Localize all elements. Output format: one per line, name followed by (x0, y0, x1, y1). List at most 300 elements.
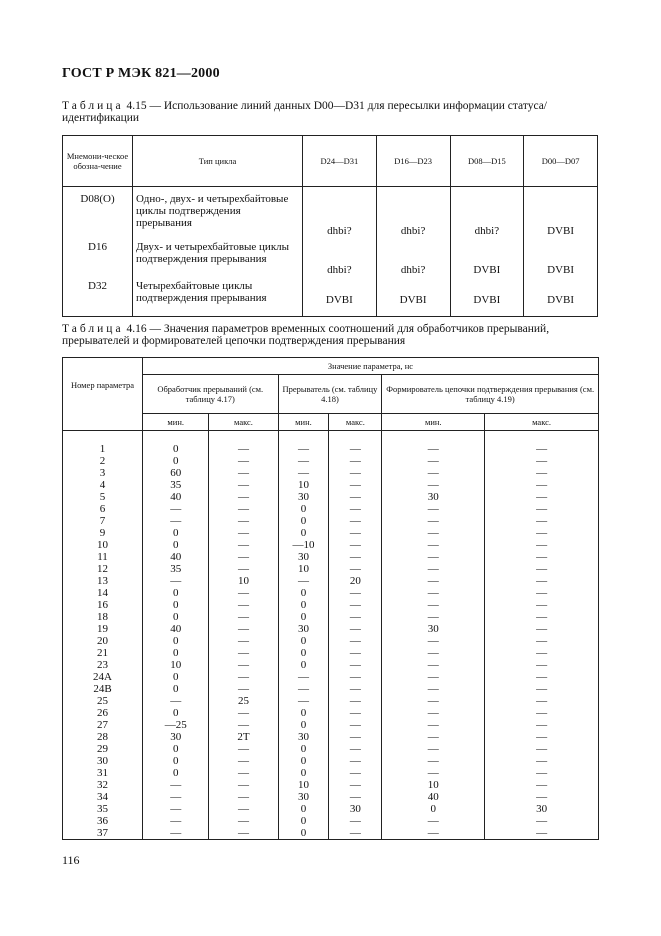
param-value-cell: 30 (329, 803, 382, 815)
param-number-cell: 20 (63, 635, 143, 647)
param-number-cell: 26 (63, 707, 143, 719)
param-value-cell: — (143, 803, 209, 815)
param-value-cell: — (382, 695, 485, 707)
param-value-cell: — (329, 539, 382, 551)
value-cell: DVBI (524, 187, 598, 238)
param-value-cell: — (143, 515, 209, 527)
param-value-cell: 0 (278, 503, 329, 515)
param-value-cell: — (382, 683, 485, 695)
param-value-cell: 0 (278, 767, 329, 779)
param-number-cell: 1 (63, 431, 143, 456)
table-row (63, 815, 599, 827)
value-cell: DVBI (303, 276, 377, 317)
param-value-cell: 0 (382, 803, 485, 815)
param-value-cell: — (485, 551, 599, 563)
table-row (63, 187, 598, 238)
param-value-cell: — (209, 767, 278, 779)
param-value-cell: 0 (278, 803, 329, 815)
param-number-cell: 34 (63, 791, 143, 803)
param-value-cell: — (485, 503, 599, 515)
param-value-cell: 25 (209, 695, 278, 707)
value-cell: dhbi? (376, 237, 450, 276)
col-value-header: Значение параметра, нс (143, 358, 599, 375)
param-value-cell: 2T (209, 731, 278, 743)
param-value-cell: — (329, 467, 382, 479)
param-value-cell: — (382, 611, 485, 623)
param-number-cell: 24B (63, 683, 143, 695)
param-number-cell: 16 (63, 599, 143, 611)
param-value-cell: — (382, 551, 485, 563)
param-value-cell: — (209, 803, 278, 815)
param-value-cell: 30 (382, 491, 485, 503)
param-value-cell: — (485, 647, 599, 659)
param-value-cell: 0 (278, 611, 329, 623)
param-value-cell: — (382, 815, 485, 827)
param-value-cell: — (278, 467, 329, 479)
table2-caption (62, 323, 602, 347)
table-row (63, 743, 599, 755)
param-number-cell: 36 (63, 815, 143, 827)
param-value-cell: 0 (143, 431, 209, 456)
param-value-cell: — (329, 623, 382, 635)
param-value-cell: — (329, 455, 382, 467)
param-value-cell: — (485, 515, 599, 527)
param-value-cell: — (485, 455, 599, 467)
param-value-cell: 0 (278, 599, 329, 611)
table-row (63, 803, 599, 815)
param-value-cell: — (382, 539, 485, 551)
param-value-cell: — (329, 827, 382, 840)
param-value-cell: 40 (382, 791, 485, 803)
param-value-cell: — (329, 791, 382, 803)
param-number-cell: 23 (63, 659, 143, 671)
param-number-cell: 25 (63, 695, 143, 707)
mnemonic-cell: D16 (63, 237, 133, 276)
param-number-cell: 18 (63, 611, 143, 623)
param-value-cell: — (329, 563, 382, 575)
table-row (63, 551, 599, 563)
param-value-cell: 0 (143, 527, 209, 539)
param-value-cell: — (382, 647, 485, 659)
param-value-cell: — (329, 599, 382, 611)
param-value-cell: 0 (143, 743, 209, 755)
table-row (63, 431, 599, 456)
param-value-cell: — (485, 635, 599, 647)
param-value-cell: — (278, 671, 329, 683)
table1-caption (62, 100, 598, 124)
param-value-cell: — (209, 659, 278, 671)
group-interrupt-handler: Обработчик прерываний (см. таблицу 4.17) (143, 375, 279, 414)
param-value-cell: — (382, 755, 485, 767)
param-value-cell: 0 (143, 635, 209, 647)
param-value-cell: — (485, 599, 599, 611)
value-cell: DVBI (450, 276, 524, 317)
param-number-cell: 29 (63, 743, 143, 755)
param-value-cell: 0 (278, 647, 329, 659)
param-value-cell: 10 (143, 659, 209, 671)
value-cell: dhbi? (303, 237, 377, 276)
param-value-cell: — (278, 455, 329, 467)
param-number-cell: 7 (63, 515, 143, 527)
param-number-cell: 21 (63, 647, 143, 659)
table-row (63, 827, 599, 840)
param-value-cell: 35 (143, 479, 209, 491)
param-value-cell: — (329, 551, 382, 563)
value-cell: DVBI (376, 276, 450, 317)
param-value-cell: — (485, 791, 599, 803)
param-value-cell: — (329, 683, 382, 695)
value-cell: DVBI (524, 276, 598, 317)
param-number-cell: 2 (63, 455, 143, 467)
col-max: макс. (485, 414, 599, 431)
param-value-cell: — (329, 515, 382, 527)
param-value-cell: — (209, 743, 278, 755)
col-min: мин. (278, 414, 329, 431)
param-value-cell: — (209, 791, 278, 803)
param-value-cell: 0 (143, 767, 209, 779)
param-value-cell: — (382, 767, 485, 779)
table-row (63, 683, 599, 695)
param-value-cell: 40 (143, 623, 209, 635)
param-value-cell: — (485, 671, 599, 683)
table-row (63, 467, 599, 479)
param-value-cell: 0 (278, 635, 329, 647)
table-row (63, 575, 599, 587)
cycle-cell: Четырехбайтовые циклы подтверждения прерывания (133, 276, 303, 317)
param-value-cell: 30 (278, 491, 329, 503)
param-value-cell: 0 (278, 587, 329, 599)
param-value-cell: — (143, 827, 209, 840)
param-value-cell: — (209, 503, 278, 515)
param-value-cell: — (382, 827, 485, 840)
table-row (63, 563, 599, 575)
param-value-cell: — (143, 779, 209, 791)
value-cell: DVBI (450, 237, 524, 276)
param-value-cell: 0 (278, 755, 329, 767)
param-value-cell: — (209, 527, 278, 539)
param-value-cell: 0 (143, 599, 209, 611)
param-value-cell: — (382, 479, 485, 491)
param-value-cell: 0 (143, 611, 209, 623)
group-chain-former: Формирователь цепочки подтверждения прерывания (см. таблицу 4.19) (382, 375, 599, 414)
param-value-cell: — (382, 743, 485, 755)
param-value-cell: — (329, 779, 382, 791)
table-row (63, 623, 599, 635)
param-value-cell: — (382, 503, 485, 515)
param-value-cell: — (485, 779, 599, 791)
group-interrupter: Прерыватель (см. таблицу 4.18) (278, 375, 382, 414)
cycle-cell: Двух- и четырехбайтовые циклы подтверждения прерывания (133, 237, 303, 276)
param-value-cell: — (209, 515, 278, 527)
param-number-cell: 24A (63, 671, 143, 683)
param-value-cell: 0 (278, 659, 329, 671)
param-value-cell: — (329, 491, 382, 503)
param-value-cell: 30 (143, 731, 209, 743)
param-value-cell: 0 (278, 527, 329, 539)
param-value-cell: 30 (485, 803, 599, 815)
param-value-cell: — (485, 539, 599, 551)
param-value-cell: — (485, 491, 599, 503)
param-value-cell: — (485, 431, 599, 456)
param-value-cell: — (485, 695, 599, 707)
param-value-cell: — (329, 743, 382, 755)
param-value-cell: 30 (278, 731, 329, 743)
table2-caption-text: 4.16 — Значения параметров временных соотношений для обработчиков прерываний, прерывателей и формирователей цепочки подтверждения прерывания (62, 323, 550, 347)
value-cell: DVBI (524, 237, 598, 276)
param-value-cell: — (209, 815, 278, 827)
param-number-cell: 27 (63, 719, 143, 731)
document-header: ГОСТ Р МЭК 821—2000 (62, 66, 220, 81)
param-value-cell: 35 (143, 563, 209, 575)
param-value-cell: — (143, 815, 209, 827)
param-value-cell: — (143, 695, 209, 707)
col-d24-d31: D24—D31 (303, 136, 377, 187)
param-value-cell: — (382, 431, 485, 456)
param-value-cell: — (329, 695, 382, 707)
param-value-cell: — (209, 647, 278, 659)
param-value-cell: — (382, 575, 485, 587)
table1-caption-text: 4.15 — Использование линий данных D00—D31 для пересылки информации статуса/идентификации (62, 100, 547, 124)
table-row (63, 276, 598, 317)
param-value-cell: 10 (382, 779, 485, 791)
param-value-cell: 0 (143, 539, 209, 551)
param-value-cell: — (485, 575, 599, 587)
param-value-cell: — (485, 683, 599, 695)
value-cell: dhbi? (303, 187, 377, 238)
param-value-cell: — (209, 635, 278, 647)
param-value-cell: — (209, 611, 278, 623)
table-row (63, 527, 599, 539)
param-value-cell: 0 (143, 671, 209, 683)
table-row (63, 503, 599, 515)
col-d08-d15: D08—D15 (450, 136, 524, 187)
param-value-cell: — (209, 539, 278, 551)
param-value-cell: — (209, 551, 278, 563)
param-value-cell: — (329, 527, 382, 539)
status-id-lines-table (62, 135, 598, 317)
cycle-cell: Одно-, двух- и четырехбайтовые циклы подтверждения прерывания (133, 187, 303, 238)
param-value-cell: 0 (278, 815, 329, 827)
table-row (63, 659, 599, 671)
param-value-cell: 30 (382, 623, 485, 635)
param-value-cell: — (329, 671, 382, 683)
page-number: 116 (62, 853, 80, 867)
param-value-cell: — (485, 767, 599, 779)
param-value-cell: — (329, 431, 382, 456)
param-number-cell: 12 (63, 563, 143, 575)
param-value-cell: 30 (278, 791, 329, 803)
param-value-cell: — (329, 731, 382, 743)
param-value-cell: — (485, 587, 599, 599)
col-max: макс. (329, 414, 382, 431)
param-number-cell: 4 (63, 479, 143, 491)
param-value-cell: — (329, 755, 382, 767)
table-row (63, 779, 599, 791)
timing-parameters-table (62, 357, 599, 840)
param-value-cell: — (209, 719, 278, 731)
param-number-cell: 9 (63, 527, 143, 539)
param-value-cell: — (382, 527, 485, 539)
param-number-cell: 11 (63, 551, 143, 563)
param-value-cell: — (209, 707, 278, 719)
param-number-cell: 19 (63, 623, 143, 635)
param-value-cell: — (329, 719, 382, 731)
col-min: мин. (143, 414, 209, 431)
param-value-cell: — (329, 815, 382, 827)
param-value-cell: 10 (278, 479, 329, 491)
table-row (63, 635, 599, 647)
table-row (63, 479, 599, 491)
param-value-cell: 0 (143, 587, 209, 599)
param-number-cell: 10 (63, 539, 143, 551)
param-value-cell: — (209, 479, 278, 491)
param-value-cell: — (209, 599, 278, 611)
table-row (63, 647, 599, 659)
param-value-cell: 0 (278, 515, 329, 527)
param-value-cell: — (485, 815, 599, 827)
table-row (63, 767, 599, 779)
param-value-cell: — (485, 527, 599, 539)
col-param-number: Номер параметра (63, 358, 143, 431)
param-value-cell: — (209, 623, 278, 635)
param-number-cell: 37 (63, 827, 143, 840)
param-value-cell: — (382, 455, 485, 467)
param-value-cell: — (382, 599, 485, 611)
param-value-cell: 60 (143, 467, 209, 479)
param-value-cell: 10 (278, 563, 329, 575)
table-row (63, 539, 599, 551)
param-value-cell: 10 (278, 779, 329, 791)
param-value-cell: —25 (143, 719, 209, 731)
param-number-cell: 30 (63, 755, 143, 767)
param-value-cell: — (382, 587, 485, 599)
value-cell: dhbi? (376, 187, 450, 238)
param-value-cell: — (143, 791, 209, 803)
param-value-cell: — (329, 635, 382, 647)
param-value-cell: 40 (143, 491, 209, 503)
param-value-cell: — (329, 647, 382, 659)
param-value-cell: 0 (143, 455, 209, 467)
param-value-cell: — (485, 659, 599, 671)
table2-caption-label: Таблица (62, 323, 124, 335)
param-value-cell: — (329, 503, 382, 515)
param-number-cell: 3 (63, 467, 143, 479)
param-value-cell: — (382, 515, 485, 527)
param-value-cell: — (382, 707, 485, 719)
param-value-cell: — (209, 779, 278, 791)
param-value-cell: — (382, 659, 485, 671)
param-value-cell: — (485, 611, 599, 623)
param-value-cell: — (278, 683, 329, 695)
table-row (63, 515, 599, 527)
param-value-cell: — (382, 731, 485, 743)
col-min: мин. (382, 414, 485, 431)
table1-caption-label: Таблица (62, 100, 124, 112)
param-value-cell: — (382, 719, 485, 731)
col-cycle-type: Тип цикла (133, 136, 303, 187)
param-value-cell: — (143, 575, 209, 587)
table-row (63, 707, 599, 719)
table-row (63, 695, 599, 707)
param-value-cell: 0 (143, 755, 209, 767)
param-value-cell: — (209, 755, 278, 767)
mnemonic-cell: D08(O) (63, 187, 133, 238)
param-number-cell: 14 (63, 587, 143, 599)
param-value-cell: 40 (143, 551, 209, 563)
param-number-cell: 5 (63, 491, 143, 503)
param-value-cell: — (278, 575, 329, 587)
table-row (63, 731, 599, 743)
param-value-cell: — (485, 623, 599, 635)
table-row (63, 791, 599, 803)
param-value-cell: — (329, 767, 382, 779)
param-value-cell: — (209, 587, 278, 599)
value-cell: dhbi? (450, 187, 524, 238)
param-value-cell: — (485, 755, 599, 767)
param-value-cell: 0 (278, 827, 329, 840)
param-value-cell: — (209, 455, 278, 467)
param-value-cell: — (209, 671, 278, 683)
param-number-cell: 32 (63, 779, 143, 791)
param-value-cell: — (382, 563, 485, 575)
param-value-cell: — (485, 563, 599, 575)
param-value-cell: — (209, 563, 278, 575)
table-row (63, 491, 599, 503)
param-value-cell: — (485, 827, 599, 840)
param-value-cell: — (143, 503, 209, 515)
table-row (63, 237, 598, 276)
param-value-cell: — (485, 467, 599, 479)
param-value-cell: 20 (329, 575, 382, 587)
param-value-cell: 0 (143, 647, 209, 659)
table-row (63, 671, 599, 683)
param-number-cell: 6 (63, 503, 143, 515)
param-value-cell: —10 (278, 539, 329, 551)
param-value-cell: 30 (278, 623, 329, 635)
param-value-cell: — (209, 827, 278, 840)
table-row (63, 719, 599, 731)
param-number-cell: 28 (63, 731, 143, 743)
param-value-cell: — (329, 707, 382, 719)
param-value-cell: — (209, 683, 278, 695)
param-value-cell: 0 (278, 743, 329, 755)
table-row (63, 599, 599, 611)
param-value-cell: 0 (278, 719, 329, 731)
param-value-cell: — (209, 491, 278, 503)
param-value-cell: — (382, 467, 485, 479)
param-value-cell: — (329, 611, 382, 623)
param-value-cell: — (209, 431, 278, 456)
param-value-cell: 0 (278, 707, 329, 719)
param-value-cell: — (485, 719, 599, 731)
param-value-cell: — (209, 467, 278, 479)
param-value-cell: — (329, 479, 382, 491)
table-row (63, 587, 599, 599)
col-mnemonic: Мнемони-ческое обозна-чение (63, 136, 133, 187)
param-value-cell: — (485, 707, 599, 719)
param-value-cell: — (485, 743, 599, 755)
table-row (63, 611, 599, 623)
param-value-cell: — (382, 635, 485, 647)
param-value-cell: — (485, 479, 599, 491)
param-value-cell: 0 (143, 683, 209, 695)
param-value-cell: — (329, 659, 382, 671)
param-number-cell: 13 (63, 575, 143, 587)
mnemonic-cell: D32 (63, 276, 133, 317)
table-row (63, 755, 599, 767)
table-row (63, 455, 599, 467)
param-value-cell: — (485, 731, 599, 743)
